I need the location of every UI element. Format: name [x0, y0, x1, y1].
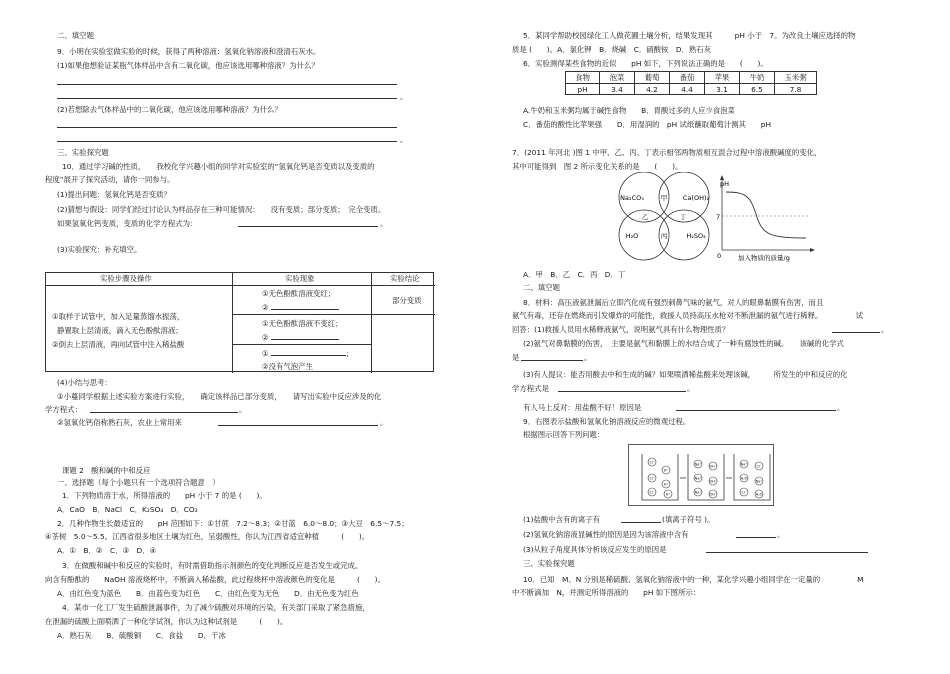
- table-observation: ①无色酚酞溶液不变红；: [262, 319, 343, 328]
- q9-end-mark: 。: [400, 135, 408, 144]
- q10-line2: 程度”展开了探究活动，请你一同参与。: [45, 175, 175, 184]
- q8-line1: 8．材料：高压液氨泄漏后立即汽化成有强烈刺鼻气味的氨气，对人的眼鼻黏膜有伤害，而且: [523, 298, 824, 307]
- q10-line5: 如果氢氧化钙变质，变质的化学方程式为：: [57, 219, 198, 228]
- venn-label: 乙: [641, 213, 649, 221]
- ph-table-cell: 3.4: [600, 84, 635, 95]
- summary-end-mark: 。: [380, 418, 388, 427]
- x-axis-label: 加入物质的质量/g: [738, 254, 790, 262]
- ion-label: H₂O: [740, 476, 748, 481]
- q9-part1: (1)如果他想验证某瓶气体样品中含有二氧化碳，他应该选用哪种溶液？为什么？: [57, 61, 319, 70]
- q9-answer3: (3)从粒子角度具体分析该反应发生的原因是: [523, 545, 667, 554]
- section-experiment-title: 三、实验探究题: [523, 559, 575, 568]
- ion-label: Na⁺: [740, 462, 748, 467]
- mc-line: A．① B．② C．③ D．④: [57, 546, 157, 555]
- q6-option-a: A.牛奶和玉米粥均属于碱性食物 B．胃酸过多的人应少食泡菜: [523, 106, 735, 115]
- venn-label: 丙: [660, 232, 668, 240]
- table-observation: ①无色酚酞溶液变红；: [262, 289, 336, 298]
- ion-label: Cl⁻: [756, 464, 762, 469]
- answer-line[interactable]: [90, 412, 238, 413]
- mc-line: A．熟石灰 B．硫酸铜 C．食盐 D．干冰: [57, 631, 226, 640]
- q9-part2: (2)若想除去气体样品中的二氧化碳，他应该选用哪种溶液？为什么？: [57, 105, 282, 114]
- q9-stem: 9．小明在实验室做实验的时候，获得了两种溶液：氢氧化钠溶液和澄清石灰水。: [57, 47, 321, 56]
- ph-table-cell: pH: [566, 84, 600, 95]
- q8-line2: 氨气有毒，还存在燃烧而引发爆炸的可能性，救援人员持高压水枪对不断泄漏的氨气进行稀释。 试: [512, 311, 864, 320]
- ion-label: Na⁺: [755, 479, 763, 484]
- ph-table-cell: 番茄: [670, 72, 705, 84]
- summary-line2: ①小蔓同学根据上述实验方案进行实验， 确定该样品已部分变质， 请写出实验中反应涉及的化: [57, 392, 382, 401]
- table-observation: ②没有气泡产生: [262, 362, 313, 371]
- ph-table-cell: 3.1: [705, 84, 740, 95]
- answer-line[interactable]: [706, 552, 868, 553]
- table-conclusion: 部分变质: [392, 296, 422, 305]
- ph-table-cell: 苹果: [705, 72, 740, 84]
- venn-label: H₂O: [625, 232, 639, 240]
- answer-line[interactable]: [238, 226, 378, 227]
- mc-line: A．CaO B．NaCl C．K₂SO₄ D．CO₂: [57, 505, 198, 514]
- answer-line[interactable]: [271, 355, 346, 356]
- section-fill-title: 二、填空题: [57, 31, 94, 40]
- ion-label: Na⁺: [694, 490, 702, 495]
- ph-table-cell: 食物: [566, 72, 600, 84]
- mc-line: 在泄漏的硫酸上面喷洒了一种化学试剂，你认为这种试剂是 ( )。: [45, 617, 288, 626]
- mc-line: 向含有酚酞的 NaOH 溶液烧杯中，不断滴入稀盐酸，此过程烧杯中溶液颜色的变化是 ( )。: [45, 575, 385, 584]
- mc-line: 4．某市一化工厂发生硫酸泄漏事件，为了减少硫酸对环境的污染，有关部门采取了紧急措施，: [62, 603, 370, 612]
- table-observation: ；: [346, 349, 354, 358]
- ph-table-cell: 7.8: [775, 84, 817, 95]
- summary-line1: (4)小结与思考：: [57, 378, 112, 387]
- q7-line1: 7．(2011 年河北 )图 1 中甲、乙、丙、丁表示相邻两物质相互混合过程中溶液酸碱度的变化，: [512, 148, 822, 157]
- q9-answer1: (1)盐酸中含有的离子有: [523, 515, 600, 524]
- x-axis-arrow: [810, 248, 815, 252]
- ion-label: H⁺: [663, 468, 669, 473]
- ph-curve-graph: [716, 172, 816, 264]
- ph-table-cell: 4.4: [670, 84, 705, 95]
- experiment-table: [45, 272, 434, 372]
- q8-end-mark: 。: [837, 403, 845, 412]
- answer-line[interactable]: [832, 332, 880, 333]
- ion-label: Na⁺: [694, 476, 702, 481]
- section-experiment-title: 三、实验探究题: [57, 148, 109, 157]
- q6-option-c: C．番茄的酸性比苹果强 D．用湿润的 pH 试纸蘸取葡萄汁测其 pH: [523, 120, 772, 129]
- beaker-product: [734, 454, 770, 500]
- q10-line3: (1)提出问题：氢氧化钙是否变质？: [57, 190, 171, 199]
- q9-line1: 9．右图表示盐酸和氢氧化钠溶液反应的微观过程。: [523, 417, 691, 426]
- q10-line1: 10．通过学习碱的性质， 我校化学兴趣小组的同学对实验室的“氢氧化钙是否变质以及变质的: [62, 162, 375, 171]
- answer-line[interactable]: [57, 141, 397, 142]
- venn-diagram: [614, 172, 714, 262]
- q9-answer2: (2)氢氧化钠溶液显碱性的原因是因为该溶液中含有: [523, 530, 689, 539]
- q10-line6: (3)实验探究：补充填空。: [57, 245, 142, 254]
- table-observation: ②: [262, 333, 269, 342]
- answer-line[interactable]: [271, 339, 339, 340]
- table-observation: ②: [262, 303, 269, 312]
- table-header-conclusion: 实验结论: [390, 274, 420, 283]
- lesson-title: 课题 2 酸和碱的中和反应: [62, 466, 151, 475]
- beaker-hcl: [642, 454, 678, 500]
- mc-line: 2．几种作物生长最适宜的 pH 范围如下：①甘蔗 7.2～8.3；②甘蓝 6.0～8.0；③大豆 6.5～7.5；: [57, 519, 409, 528]
- ph-table-cell: 牛奶: [740, 72, 775, 84]
- venn-label: Na₂CO₃: [620, 194, 644, 202]
- ion-label: H₂O: [755, 492, 763, 497]
- ion-label: OH⁻: [709, 464, 717, 469]
- q8-end-mark: 。: [584, 353, 592, 362]
- ion-label: Na⁺: [694, 462, 702, 467]
- table-header-observation: 实验现象: [285, 274, 315, 283]
- reaction-diagram: [628, 444, 774, 506]
- ph-table-cell: 6.5: [740, 84, 775, 95]
- section-fill-title: 二、填空题: [523, 283, 560, 292]
- q10-line2: 中不断滴加 N，并测定所得溶液的 pH 如下图所示：: [512, 588, 701, 597]
- q6-line1: 6．实验测得某些食物的近似 pH 如下，下列说法正确的是 ( )。: [523, 59, 768, 68]
- mc-line: 1．下列物质溶于水，所得溶液的 pH 小于 7 的是 ( )。: [62, 491, 267, 500]
- ph-table-cell: 4.2: [635, 84, 670, 95]
- q9-answer1-end: (填离子符号 )。: [662, 515, 715, 524]
- mc-line: 3．在做酸和碱中和反应的实验时，有时需借助指示剂颜色的变化判断反应是否发生或完成。: [62, 561, 363, 570]
- ion-label: Cl⁻: [741, 490, 747, 495]
- q9-end-mark: 。: [400, 92, 408, 101]
- q7-line2: 其中可能得到 图 2 所示变化关系的是 ( )。: [512, 162, 683, 171]
- answer-line[interactable]: [218, 425, 378, 426]
- venn-label: 丁: [679, 213, 687, 221]
- summary-line4: ②氢氧化钙俗称熟石灰，农业上常用来: [57, 418, 182, 427]
- beaker-naoh: [688, 454, 724, 500]
- ion-label: Cl⁻: [649, 460, 655, 465]
- answer-line[interactable]: [558, 391, 686, 392]
- venn-label: Ca(OH)₂: [682, 194, 710, 202]
- answer-line[interactable]: [57, 98, 397, 99]
- ion-label: OH⁻: [709, 492, 717, 497]
- q9-answer2-end: 。: [777, 530, 785, 539]
- table-observation: ①: [262, 349, 269, 358]
- q7-options: A．甲 B．乙 C．丙 D．丁: [523, 270, 626, 279]
- q10-end-mark: 。: [380, 219, 388, 228]
- q8-line5: 是: [512, 353, 520, 362]
- ion-label: H⁺: [665, 492, 671, 497]
- q5-line2: 质是 ( )。A．氯化钾 B．烧碱 C．硝酸铵 D．熟石灰: [512, 45, 712, 54]
- q8-line4: (2)氨气对鼻黏膜的伤害， 主要是氨气和黏膜上的水结合成了一种有腐蚀性的碱。 该碱的化学式: [523, 339, 844, 348]
- answer-line[interactable]: [621, 522, 661, 523]
- q8-line7: 学方程式是: [512, 384, 549, 393]
- ion-label: H⁺: [663, 482, 669, 487]
- summary-line3: 学方程式：: [45, 405, 82, 414]
- q8-line8: 有人马上反对：用盐酸不好！原因是: [523, 403, 642, 412]
- summary-end-mark: 。: [239, 405, 247, 414]
- answer-line[interactable]: [57, 84, 397, 85]
- q8-line6: (3)有人提议：能否用酸去中和生成的碱？如果喷洒稀盐酸来处理该碱， 所发生的中和反应的化: [523, 370, 848, 379]
- q10-line4: (2)猜想与假设：同学们经过讨论认为样品存在三种可能情况： 没有变质；部分变质； 完全变质。: [57, 205, 386, 214]
- ion-label: Cl⁻: [649, 490, 655, 495]
- answer-line[interactable]: [521, 360, 583, 361]
- mc-line: ④茶树 5.0～5.5。江西省很多地区土壤为红色，呈弱酸性，你认为江西省适宜种植 ( )。: [45, 532, 370, 541]
- q10-line1: 10．已知 M、N 分别是稀硫酸、氢氧化钠溶液中的一种，某化学兴趣小组同学在一定量的 M: [523, 575, 864, 584]
- ph-table-cell: 葡萄: [635, 72, 670, 84]
- ph-table-cell: 泡菜: [600, 72, 635, 84]
- ph7-label: 7: [716, 213, 721, 221]
- q8-end-mark: 。: [687, 384, 695, 393]
- ph-curve: [726, 192, 806, 238]
- table-step: 静置取上层清液，滴入无色酚酞溶液；: [57, 326, 183, 335]
- y-axis-label: pH: [720, 180, 730, 188]
- origin-label: 0: [717, 252, 722, 260]
- q8-line3: 回答：(1)救援人员用水稀释液氨气，说明氨气具有什么物理性质？: [512, 325, 730, 334]
- answer-line[interactable]: [271, 309, 339, 310]
- q5-line1: 5．某同学帮助校园绿化工人做花圃土壤分析，结果发现其 pH 小于 7。为改良土壤应选择的物: [523, 31, 856, 40]
- mc-line: A．由红色变为蓝色 B．由蓝色变为红色 C．由红色变为无色 D．由无色变为红色: [57, 589, 359, 598]
- ph-table-cell: 玉米粥: [775, 72, 817, 84]
- ph-table: [565, 71, 817, 95]
- venn-label: H₂SO₄: [686, 232, 706, 240]
- q9-line2: 根据图示回答下列问题：: [523, 430, 605, 439]
- answer-line[interactable]: [676, 410, 836, 411]
- table-step: ①取样于试管中，加入足量蒸馏水振荡，: [52, 312, 185, 321]
- answer-line[interactable]: [736, 537, 776, 538]
- answer-line[interactable]: [57, 127, 397, 128]
- ion-label: Cl⁻: [649, 476, 655, 481]
- table-header-steps: 实验步骤及操作: [100, 274, 152, 283]
- ion-label: OH⁻: [709, 479, 717, 484]
- venn-label: 甲: [660, 194, 668, 202]
- section-choice-title: 一、选择题（每个小题只有一个选项符合题意 ）: [57, 478, 220, 487]
- q8-end-mark: 。: [881, 325, 889, 334]
- table-step: ②倒去上层清液，再向试管中注入稀盐酸: [52, 340, 185, 349]
